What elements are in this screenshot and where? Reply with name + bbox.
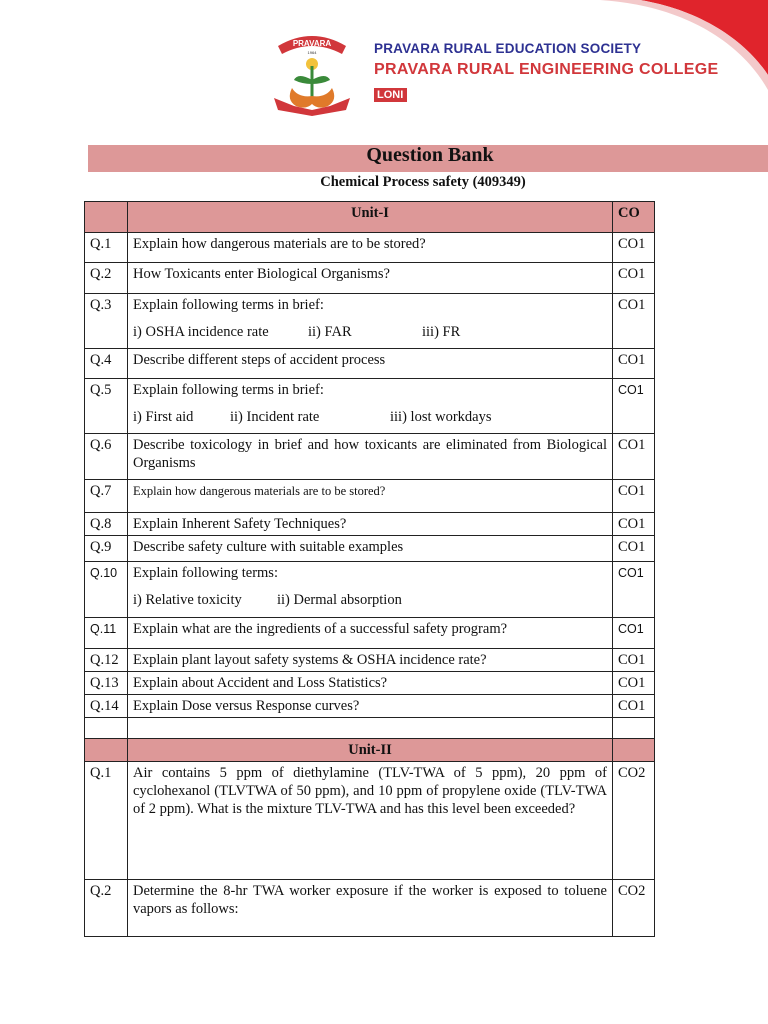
option-item: ii) FAR [308,324,352,340]
college-logo [266,24,358,116]
question-number: Q.10 [85,562,128,618]
course-outcome: CO1 [613,562,655,618]
question-text: Explain plant layout safety systems & OSHA incidence rate? [128,649,613,672]
question-text: Explain Dose versus Response curves? [128,695,613,718]
question-options [133,408,607,426]
option-item: iii) lost workdays [390,409,492,425]
question-text: How Toxicants enter Biological Organisms? [128,263,613,294]
course-outcome: CO1 [613,263,655,294]
doc-subtitle: Chemical Process safety (409349) [320,174,526,190]
table-row [85,263,655,294]
question-number: Q.2 [85,263,128,294]
course-outcome: CO1 [613,695,655,718]
question-number: Q.11 [85,618,128,649]
course-outcome: CO1 [613,672,655,695]
course-outcome: CO1 [613,480,655,513]
svg-text:PRAVARA: PRAVARA [292,39,332,48]
table-row [85,513,655,536]
table-row [85,880,655,937]
course-outcome: CO2 [613,762,655,880]
question-text: Explain following terms: [133,565,278,581]
course-outcome: CO1 [613,233,655,263]
question-number: Q.9 [85,536,128,562]
course-outcome: CO2 [613,880,655,937]
question-cell [128,562,613,618]
college-name: PRAVARA RURAL ENGINEERING COLLEGE [374,61,719,78]
option-item: iii) FR [422,324,461,340]
question-number: Q.3 [85,294,128,349]
table-row [85,233,655,263]
option-item: ii) Incident rate [230,409,320,425]
option-item: i) First aid [133,409,194,425]
question-number: Q.1 [85,233,128,263]
table-row [85,695,655,718]
question-options [133,591,607,609]
question-number: Q.7 [85,480,128,513]
unit-heading: Unit-I [128,202,613,233]
question-number: Q.13 [85,672,128,695]
unit-header-row [85,202,655,233]
unit-no-cell [85,739,128,762]
question-text: Explain Inherent Safety Techniques? [128,513,613,536]
course-outcome: CO1 [613,649,655,672]
unit-header-row [85,739,655,762]
question-number: Q.4 [85,349,128,379]
course-outcome: CO1 [613,618,655,649]
unit-no-cell [85,202,128,233]
table-row [85,434,655,480]
question-number: Q.8 [85,513,128,536]
course-outcome: CO1 [613,434,655,480]
table-row [85,349,655,379]
question-text: Explain how dangerous materials are to be stored? [128,480,613,513]
unit-heading: Unit-II [128,739,613,762]
course-outcome: CO1 [613,294,655,349]
co-heading: CO [613,202,655,233]
question-text: Describe different steps of accident process [128,349,613,379]
question-options [133,323,607,341]
course-outcome: CO1 [613,349,655,379]
table-row [85,294,655,349]
course-outcome: CO1 [613,379,655,434]
question-text: Explain what are the ingredients of a successful safety program? [128,618,613,649]
table-row [85,562,655,618]
option-item: i) Relative toxicity [133,592,242,608]
question-text: Air contains 5 ppm of diethylamine (TLV-TWA of 5 ppm), 20 ppm of cyclohexanol (TLVTWA of 50 ppm), and 10 ppm of propylene oxide (TLV-TWA of 2 ppm). What is the mixture TLV-TWA and has this level been exceeded? [128,762,613,880]
svg-text:1964: 1964 [307,50,317,55]
question-number: Q.2 [85,880,128,937]
table-row [85,762,655,880]
campus-badge: LONI [374,88,407,102]
question-cell [128,379,613,434]
question-text: Describe toxicology in brief and how toxicants are eliminated from Biological Organisms [128,434,613,480]
table-row [85,379,655,434]
question-number: Q.1 [85,762,128,880]
table-row [85,672,655,695]
question-number: Q.12 [85,649,128,672]
co-heading-cell [613,739,655,762]
spacer-row [85,718,655,739]
question-text: Determine the 8-hr TWA worker exposure if the worker is exposed to toluene vapors as follows: [128,880,613,937]
question-text: Describe safety culture with suitable examples [128,536,613,562]
question-number: Q.14 [85,695,128,718]
table-row [85,480,655,513]
question-number: Q.6 [85,434,128,480]
question-text: Explain following terms in brief: [133,297,324,313]
table-row [85,618,655,649]
question-cell [128,294,613,349]
doc-title: Question Bank [366,144,494,166]
table-row [85,649,655,672]
question-text: Explain about Accident and Loss Statistics? [128,672,613,695]
question-table [84,201,655,937]
society-name: PRAVARA RURAL EDUCATION SOCIETY [374,41,642,56]
course-outcome: CO1 [613,513,655,536]
option-item: ii) Dermal absorption [277,592,402,608]
question-number: Q.5 [85,379,128,434]
table-row [85,536,655,562]
course-outcome: CO1 [613,536,655,562]
option-item: i) OSHA incidence rate [133,324,269,340]
question-text: Explain following terms in brief: [133,382,324,398]
question-text: Explain how dangerous materials are to be stored? [128,233,613,263]
